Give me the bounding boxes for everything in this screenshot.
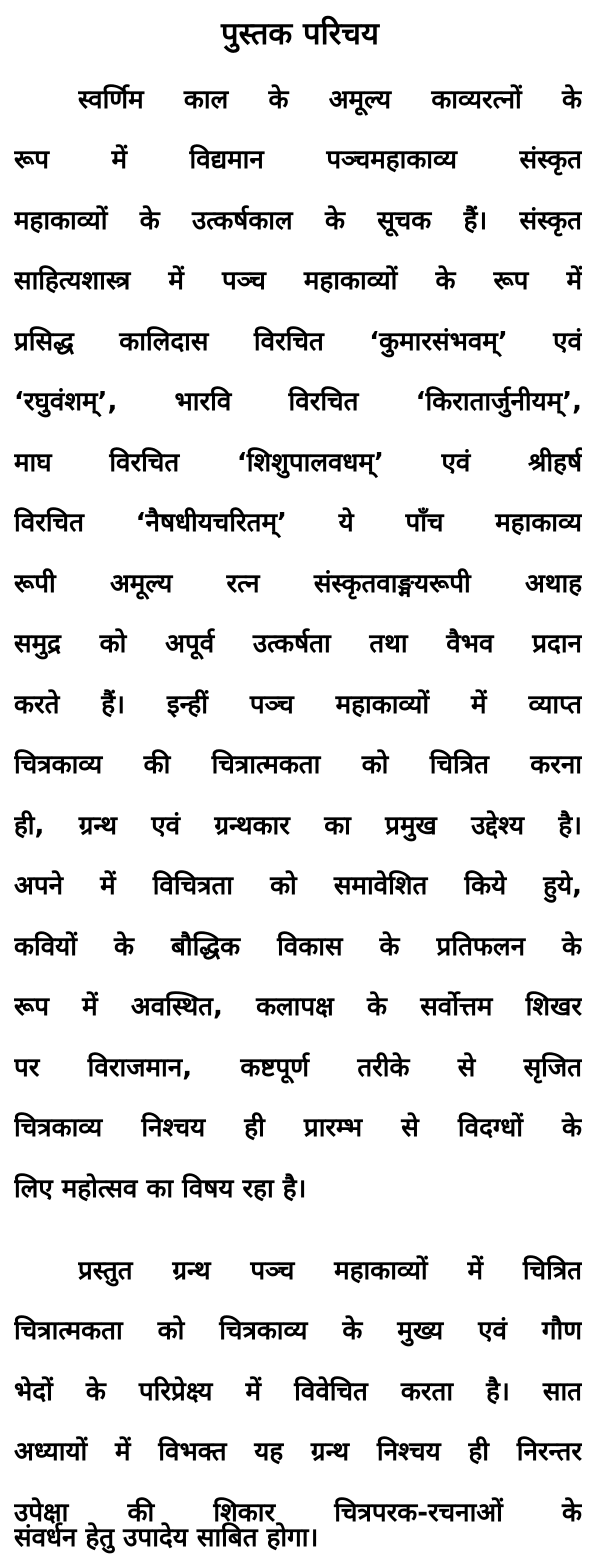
- paragraph-1-line: महाकाव्यों के उत्कर्षकाल के सूचक हैं। संस्कृत: [14, 206, 582, 236]
- paragraph-1-line: प्रसिद्ध कालिदास विरचित ‘कुमारसंभवम्’ एवं: [14, 327, 582, 357]
- paragraph-1-line: ही, ग्रन्थ एवं ग्रन्थकार का प्रमुख उद्देश्य है।: [14, 811, 582, 841]
- paragraph-1-line: ‘रघुवंशम्’, भारवि विरचित ‘किरातार्जुनीयम्’,: [14, 387, 582, 417]
- paragraph-2-line: चित्रात्मकता को चित्रकाव्य के मुख्य एवं गौण: [14, 1316, 582, 1346]
- paragraph-2-line: संवर्धन हेतु उपादेय साबित होगा।: [14, 1523, 319, 1553]
- paragraph-2-line: भेदों के परिप्रेक्ष्य में विवेचित करता है। सात: [14, 1377, 582, 1407]
- paragraph-1-line: रूप में अवस्थित, कलापक्ष के सर्वोत्तम शिखर: [14, 992, 582, 1022]
- paragraph-1-line: साहित्यशास्त्र में पञ्च महाकाव्यों के रूप में: [14, 266, 582, 296]
- paragraph-2-line: उपेक्षा की शिकार चित्रपरक-रचनाओं के: [14, 1498, 582, 1528]
- paragraph-2-line: अध्यायों में विभक्त यह ग्रन्थ निश्चय ही निरन्तर: [14, 1437, 582, 1467]
- paragraph-1-line: करते हैं। इन्हीं पञ्च महाकाव्यों में व्याप्त: [14, 690, 582, 720]
- paragraph-2-line: प्रस्तुत ग्रन्थ पञ्च महाकाव्यों में चित्रित: [78, 1256, 582, 1286]
- paragraph-1-line: चित्रकाव्य की चित्रात्मकता को चित्रित करना: [14, 750, 582, 780]
- paragraph-1-line: पर विराजमान, कष्टपूर्ण तरीके से सृजित: [14, 1053, 582, 1083]
- page-title: पुस्तक परिचय: [221, 16, 379, 52]
- paragraph-1-line: रूप में विद्यमान पञ्चमहाकाव्य संस्कृत: [14, 145, 582, 175]
- paragraph-1-line: रूपी अमूल्य रत्न संस्कृतवाङ्मयरूपी अथाह: [14, 569, 582, 599]
- paragraph-1-line: समुद्र को अपूर्व उत्कर्षता तथा वैभव प्रदान: [14, 629, 582, 659]
- paragraph-1-line: स्वर्णिम काल के अमूल्य काव्यरत्नों के: [78, 85, 582, 115]
- paragraph-1-line: अपने में विचित्रता को समावेशित किये हुये,: [14, 871, 582, 901]
- paragraph-1-line: लिए महोत्सव का विषय रहा है।: [14, 1174, 307, 1204]
- paragraph-1-line: चित्रकाव्य निश्चय ही प्रारम्भ से विदग्धों के: [14, 1113, 582, 1143]
- paragraph-1-line: विरचित ‘नैषधीयचरितम्’ ये पाँच महाकाव्य: [14, 508, 582, 538]
- paragraph-1-line: कवियों के बौद्धिक विकास के प्रतिफलन के: [14, 932, 582, 962]
- paragraph-1-line: माघ विरचित ‘शिशुपालवधम्’ एवं श्रीहर्ष: [14, 448, 582, 478]
